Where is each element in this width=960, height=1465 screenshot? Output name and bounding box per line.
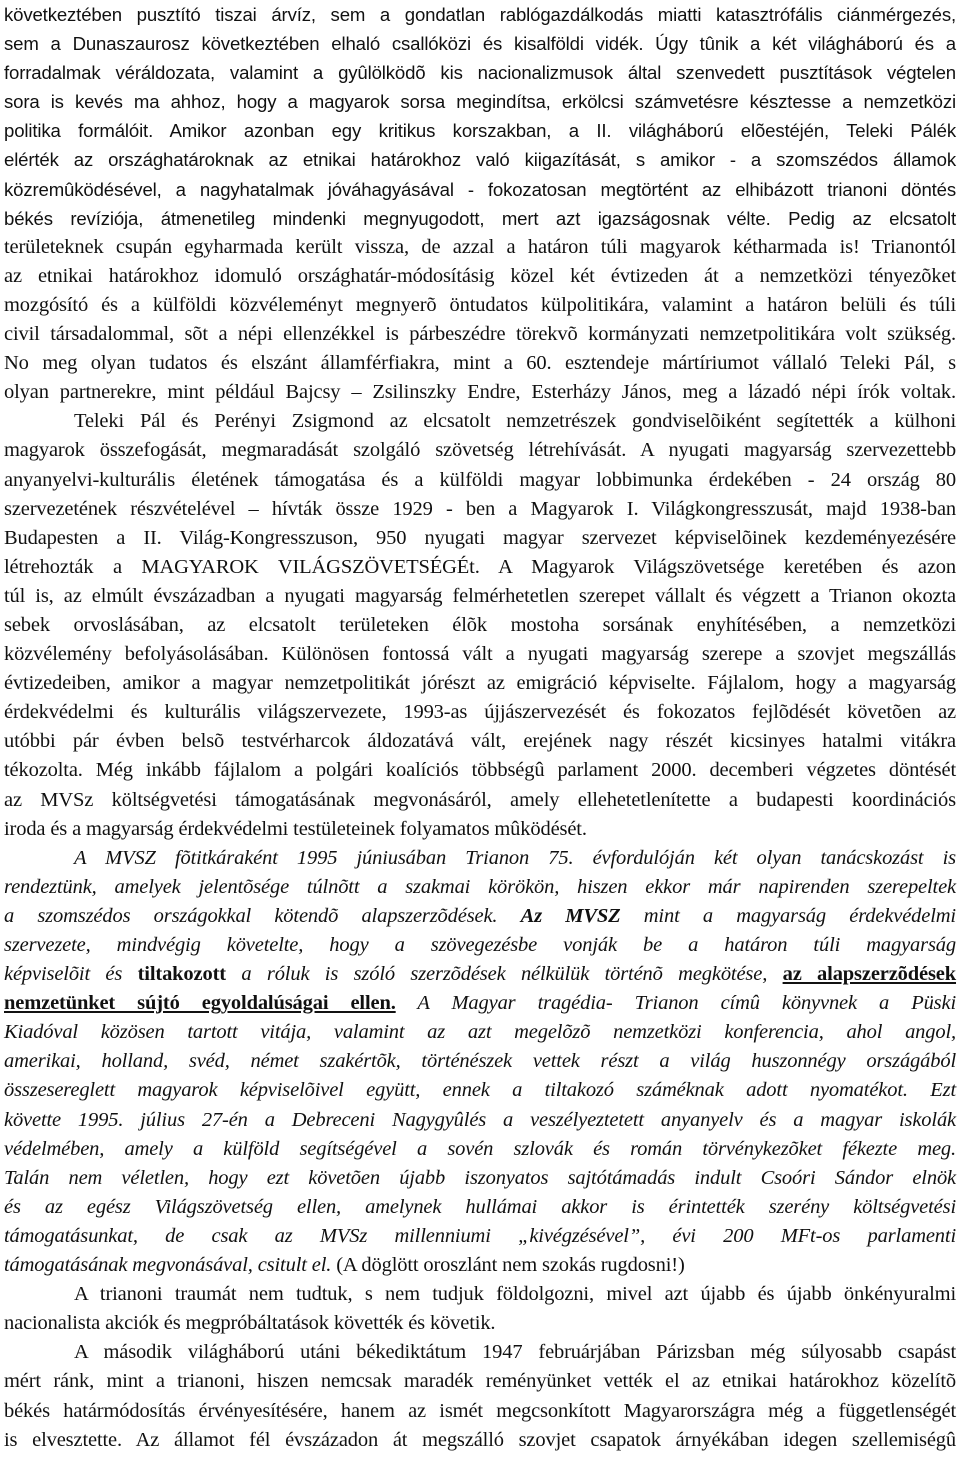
text-line: túl is, az elmúlt évszázadban a nyugati magyarság felmérhetetlen szerepet vállalt és végzett a Trianon okozta: [4, 584, 956, 607]
text-line: sora is kevés ma ahhoz, hogy a magyarok sorsa megindítsa, erkölcsi számvetésre késztesse a nemzetközi: [4, 91, 956, 113]
text-line: mozgósító és a külföldi közvéleményt megnyerõ öntudatos külpolitikára, valamint a határon belüli és túli: [4, 293, 956, 316]
text-line: amerikai, holland, svéd, német szakértõk, történészek vettek részt a világ huszonnégy országából: [4, 1050, 956, 1073]
text-line: [4, 989, 956, 1018]
text-run: képviselõit és: [4, 963, 123, 986]
text-line: politika formálóit. Amikor azonban egy kritikus korszakban, a II. világháború elõestéjén, Teleki Pálék: [4, 120, 956, 142]
text-line: békés revíziója, átmenetileg mindenki megnyugodott, mert azt igazságosnak vélte. Pedig az elcsatolt: [4, 207, 956, 229]
text-line: mért ránk, mint a trianoni, hiszen nemcsak maradék reményünket vették el az etnikai határokhoz közelítõ: [4, 1370, 956, 1393]
text-line: sebek orvoslásában, az elcsatolt területeken élõk mostoha sorsának enyhítésében, a nemzetközi: [4, 613, 956, 636]
text-line: szervezete, mindvégig követelte, hogy a szövegezésbe vonják be a határon túli magyarság: [4, 934, 956, 956]
document-page: [4, 0, 956, 1455]
text-line: Budapesten a II. Világ-Kongresszuson, 950 nyugati magyar szervezet képviselõinek kezdeményezésére: [4, 526, 956, 549]
paragraph-2: [4, 407, 956, 843]
text-line: A második világháború utáni békediktátum 1947 februárjában Párizsban még súlyosabb csapást: [74, 1341, 956, 1364]
text-run: mint a magyarság érdekvédelmi: [643, 904, 956, 927]
bold-run: tiltakozott: [137, 963, 226, 986]
text-line: rendeztünk, amelyek jelentõsége túlnõtt a szakmai körökön, hiszen ekkor már napirenden szerepeltek: [4, 875, 956, 898]
text-line: védelmében, amely a külföld segítségével a sovén szlovák és román törvénykezõket fékezte meg.: [4, 1137, 956, 1160]
text-line: területeknek csupán egyharmada került vissza, de azzal a határon túli magyarok kétharmada is! Trianontól: [4, 235, 956, 258]
text-line: [4, 960, 956, 989]
text-line: nacionalista akciók és megpróbáltatások követték és követik.: [4, 1312, 496, 1335]
text-run: (A döglött oroszlánt nem szokás rugdosni!): [336, 1254, 685, 1277]
text-line: támogatásunkat, de csak az MVSz millenniumi „kivégzésével”, évi 200 MFt-os parlamenti: [4, 1224, 956, 1247]
text-line: békés határmódosítás érvényesítésére, hanem az ismét megcsonkított Magyarországra még a függetlenségét: [4, 1399, 956, 1422]
text-line: olyan partnerekre, mint például Bajcsy – Zsilinszky Endre, Esterházy János, meg a lázadó népi írók voltak.: [4, 381, 956, 404]
text-line: érdekvédelmi és kulturális világszervezete, 1993-as újjászervezését és fokozatos fejlõdését követõen az: [4, 701, 956, 724]
text-line: anyanyelvi-kulturális életének támogatása és a külföldi magyar lobbimunka érdekében - 24 ország 80: [4, 468, 956, 491]
bold-run: nemzetünket sújtó egyoldalúságai ellen.: [4, 992, 396, 1015]
bold-run: az alapszerzõdések: [782, 963, 957, 986]
text-line: magyarok összefogását, megmaradását szolgáló szövetség létrehívását. A nyugati magyarság szervezettebb: [4, 439, 956, 462]
text-line: közvélemény befolyásolásában. Különösen fontossá vált a nyugati magyarság szerepe a szovjet megszállás: [4, 643, 956, 666]
text-line: összesereglett magyarok képviselõivel együtt, ennek a tiltakozó száméknak adott nyomatékot. Ezt: [4, 1079, 956, 1102]
text-line: évtizedeiben, amikor a magyar nemzetpolitikát jórészt az emigráció képviselte. Fájlalom, hogy a magyarság: [4, 672, 956, 695]
text-line: civil társadalommal, sõt a népi ellenzékkel is párbeszédre törekvõ kormányzati nemzetpolitikára volt szükség.: [4, 323, 956, 346]
text-line: Kiadóval közösen tartott vitája, valamint az azt megelõzõ nemzetközi konferencia, ahol angol,: [4, 1021, 956, 1044]
text-line: következtében pusztító tiszai árvíz, sem a gondatlan rablógazdálkodás miatti katasztrófális ciánmérgezés,: [4, 4, 956, 25]
text-line: forradalmak véráldozata, valamint a gyûlölködõ kis nacionalizmusok által szenvedett pusztítások végtelen: [4, 62, 956, 84]
text-run: A Magyar tragédia- Trianon címû könyvnek a Püski: [417, 992, 956, 1015]
text-line: A trianoni traumát nem tudtuk, s nem tudjuk földolgozni, mivel azt újabb és újabb önkényuralmi: [74, 1283, 956, 1306]
text-line: Talán nem véletlen, hogy ezt követõen újabb iszonyatos sajtótámadás indult Csoóri Sándor elnök: [4, 1166, 956, 1189]
text-run: a szomszédos országokkal kötendõ alapszerzõdések.: [4, 904, 498, 927]
text-line: [4, 902, 956, 931]
text-line: sem a Dunaszaurosz következtében elhaló csallóközi és kisalföldi vidék. Úgy tûnik a két világháború és a: [4, 33, 956, 55]
text-line: tékozolta. Még inkább fájlalom a polgári koalíciós többségû parlament 2000. decemberi végzetes döntését: [4, 759, 956, 782]
text-line: szervezetének részvételével – hívták össze 1929 - ben a Magyarok I. Világkongresszusát, majd 1938-ban: [4, 497, 956, 520]
paragraph-4: [4, 1280, 956, 1338]
paragraph-5: [4, 1338, 956, 1454]
text-line: iroda és a magyarság érdekvédelmi testületeinek folyamatos mûködését.: [4, 817, 587, 840]
text-line: [4, 1251, 956, 1280]
text-line: az MVSz költségvetési támogatásának megvonásáról, amely ellehetetlenítette a budapesti koordinációs: [4, 788, 956, 811]
text-line: létrehozták a MAGYAROK VILÁGSZÖVETSÉGÉt. A Magyarok Világszövetsége keretében és azon: [4, 555, 956, 578]
text-line: utóbbi pár évben belsõ testvérharcok áldozatává vált, erejének nagy részét kicsinyes hatalmi vitákra: [4, 730, 956, 753]
text-line: követte 1995. július 27-én a Debreceni Nagygyûlés a veszélyeztetett anyanyelv és a magyar iskolák: [4, 1108, 956, 1131]
text-line: No meg olyan tudatos és elszánt államférfiakra, mint a 60. esztendeje mártíriumot vállaló Teleki Pál, s: [4, 352, 956, 375]
text-line: elérték az országhatároknak az etnikai határokhoz való kiigazítását, s amikor - a szomszédos államok: [4, 149, 956, 171]
text-line: és az egész Világszövetség ellen, amelynek hullámai akkor is érintették szerény költségvetési: [4, 1195, 956, 1218]
text-run: támogatásának megvonásával, csitult el.: [4, 1254, 332, 1277]
text-run: a róluk is szóló szerzõdések nélkülük történõ megkötése,: [241, 963, 768, 986]
text-line: A MVSZ fõtitkáraként 1995 júniusában Trianon 75. évfordulóján két olyan tanácskozást is: [74, 846, 956, 869]
text-line: is elvesztette. Az államot fél évszázadon át megszálló szovjet csapatok árnyékában idegen szellemiségû: [4, 1428, 956, 1451]
text-line: Teleki Pál és Perényi Zsigmond az elcsatolt nemzetrészek gondviselõiként segítették a külhoni: [74, 410, 956, 433]
text-line: az etnikai határokhoz idomuló országhatár-módosításig közel két évtizeden át a nemzetközi tényezõket: [4, 264, 956, 287]
text-line: közremûködésével, a nagyhatalmak jóváhagyásával - fokozatosan megtörtént az elhibázott trianoni döntés: [4, 178, 956, 200]
bold-run: Az MVSZ: [520, 904, 621, 927]
paragraph-3: [4, 844, 956, 1280]
paragraph-1: [4, 0, 956, 407]
